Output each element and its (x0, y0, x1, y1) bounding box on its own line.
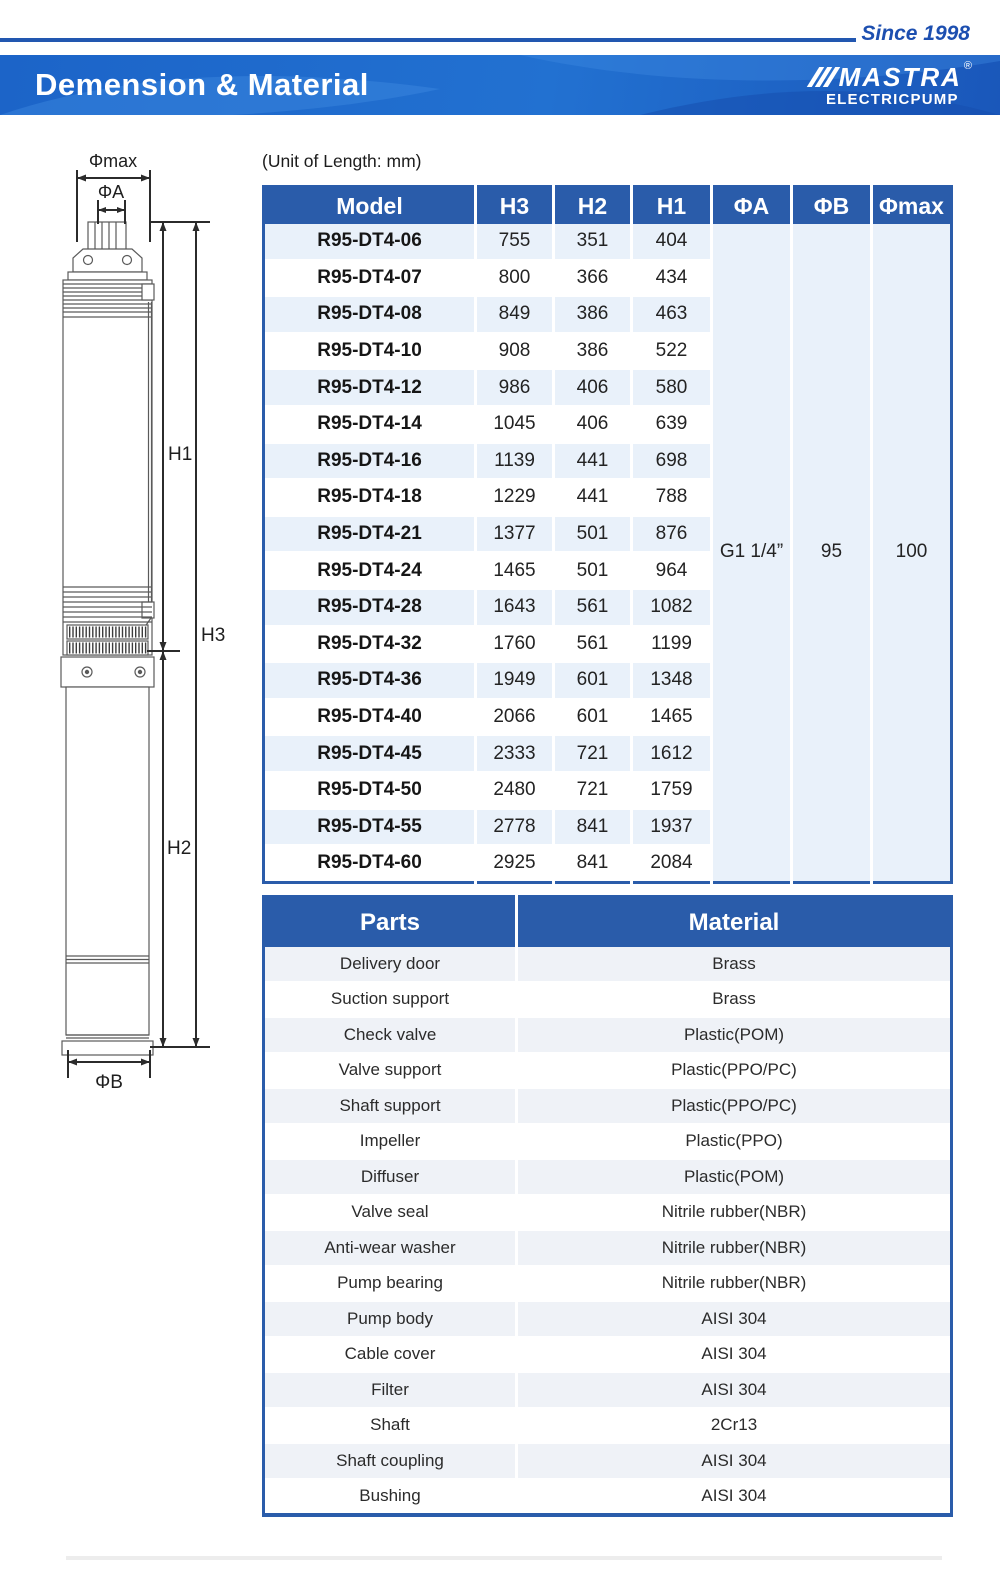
h2-cell: 366 (554, 260, 632, 297)
table-row (264, 1443, 952, 1479)
material-cell: Plastic(PPO) (517, 1124, 952, 1160)
model-cell: R95-DT4-21 (264, 516, 476, 553)
h1-cell: 463 (632, 296, 712, 333)
part-name-cell: Impeller (264, 1124, 517, 1160)
material-cell: AISI 304 (517, 1301, 952, 1337)
part-name-cell: Cable cover (264, 1337, 517, 1373)
column-header-phimax: Φmax (872, 187, 952, 225)
h3-cell: 1643 (476, 589, 554, 626)
h1-cell: 580 (632, 369, 712, 406)
h2-cell: 501 (554, 516, 632, 553)
dimension-table (262, 185, 953, 884)
dim-label-phimax: Φmax (88, 151, 138, 171)
phi-b-merged-cell: 95 (792, 224, 872, 882)
material-cell: Nitrile rubber(NBR) (517, 1195, 952, 1231)
part-name-cell: Shaft coupling (264, 1443, 517, 1479)
h1-cell: 404 (632, 224, 712, 260)
h2-cell: 561 (554, 626, 632, 663)
h3-cell: 1377 (476, 516, 554, 553)
since-label: Since 1998 (861, 22, 970, 45)
h1-cell: 1082 (632, 589, 712, 626)
part-name-cell: Delivery door (264, 947, 517, 982)
h1-cell: 522 (632, 333, 712, 370)
table-row (264, 1159, 952, 1195)
model-cell: R95-DT4-07 (264, 260, 476, 297)
material-cell: Brass (517, 947, 952, 982)
table-row (264, 1230, 952, 1266)
part-name-cell: Diffuser (264, 1159, 517, 1195)
registered-mark-icon: ® (963, 59, 972, 72)
model-cell: R95-DT4-60 (264, 845, 476, 882)
column-header-model: Model (264, 187, 476, 225)
h3-cell: 2925 (476, 845, 554, 882)
h2-cell: 441 (554, 443, 632, 480)
model-cell: R95-DT4-12 (264, 369, 476, 406)
part-name-cell: Pump bearing (264, 1266, 517, 1302)
parts-table (262, 895, 953, 1517)
material-cell: Brass (517, 982, 952, 1018)
material-cell: Plastic(PPO/PC) (517, 1053, 952, 1089)
column-header-parts: Parts (264, 897, 517, 948)
material-cell: AISI 304 (517, 1443, 952, 1479)
h1-cell: 1612 (632, 735, 712, 772)
dim-label-h2: H2 (167, 838, 192, 859)
h1-cell: 1199 (632, 626, 712, 663)
part-name-cell: Filter (264, 1372, 517, 1408)
h1-cell: 1465 (632, 699, 712, 736)
table-row (264, 224, 952, 260)
model-cell: R95-DT4-06 (264, 224, 476, 260)
column-header-h1: H1 (632, 187, 712, 225)
column-header-h2: H2 (554, 187, 632, 225)
pump-outline (61, 222, 154, 1055)
h3-cell: 2480 (476, 772, 554, 809)
h3-cell: 986 (476, 369, 554, 406)
brand-subtitle: ELECTRICPUMP (825, 90, 959, 108)
h1-cell: 788 (632, 479, 712, 516)
material-cell: AISI 304 (517, 1372, 952, 1408)
h3-cell: 1760 (476, 626, 554, 663)
dim-label-phib: ΦB (95, 1072, 123, 1093)
table-row (264, 1053, 952, 1089)
material-cell: Plastic(PPO/PC) (517, 1088, 952, 1124)
part-name-cell: Valve seal (264, 1195, 517, 1231)
h2-cell: 601 (554, 662, 632, 699)
model-cell: R95-DT4-50 (264, 772, 476, 809)
model-cell: R95-DT4-32 (264, 626, 476, 663)
h2-cell: 721 (554, 772, 632, 809)
unit-note: (Unit of Length: mm) (262, 151, 422, 171)
part-name-cell: Shaft support (264, 1088, 517, 1124)
footer-rule (66, 1556, 942, 1560)
h3-cell: 849 (476, 296, 554, 333)
model-cell: R95-DT4-16 (264, 443, 476, 480)
material-cell: Nitrile rubber(NBR) (517, 1266, 952, 1302)
page-title: Demension & Material (35, 67, 369, 102)
brand-slashes-icon (813, 67, 834, 87)
model-cell: R95-DT4-36 (264, 662, 476, 699)
h1-cell: 1759 (632, 772, 712, 809)
table-row (264, 1017, 952, 1053)
top-rule (0, 38, 856, 42)
h3-cell: 800 (476, 260, 554, 297)
column-header-h3: H3 (476, 187, 554, 225)
model-cell: R95-DT4-08 (264, 296, 476, 333)
model-cell: R95-DT4-45 (264, 735, 476, 772)
column-header-phia: ΦA (712, 187, 792, 225)
model-cell: R95-DT4-24 (264, 552, 476, 589)
table-row (264, 1195, 952, 1231)
table-row (264, 947, 952, 982)
material-cell: 2Cr13 (517, 1408, 952, 1444)
h3-cell: 755 (476, 224, 554, 260)
phi-a-merged-cell: G1 1/4” (712, 224, 792, 882)
model-cell: R95-DT4-55 (264, 809, 476, 846)
column-header-phib: ΦB (792, 187, 872, 225)
h2-cell: 841 (554, 809, 632, 846)
model-cell: R95-DT4-18 (264, 479, 476, 516)
pump-diagram (30, 150, 260, 1130)
h3-cell: 1229 (476, 479, 554, 516)
h2-cell: 561 (554, 589, 632, 626)
h2-cell: 501 (554, 552, 632, 589)
dim-label-h1: H1 (168, 444, 193, 465)
h2-cell: 721 (554, 735, 632, 772)
h1-cell: 639 (632, 406, 712, 443)
table-row (264, 1088, 952, 1124)
model-cell: R95-DT4-10 (264, 333, 476, 370)
table-row (264, 1479, 952, 1516)
part-name-cell: Shaft (264, 1408, 517, 1444)
model-cell: R95-DT4-14 (264, 406, 476, 443)
phi-max-merged-cell: 100 (872, 224, 952, 882)
part-name-cell: Check valve (264, 1017, 517, 1053)
h3-cell: 2778 (476, 809, 554, 846)
table-row (264, 1408, 952, 1444)
h1-cell: 434 (632, 260, 712, 297)
part-name-cell: Pump body (264, 1301, 517, 1337)
h1-cell: 964 (632, 552, 712, 589)
h1-cell: 2084 (632, 845, 712, 882)
part-name-cell: Anti-wear washer (264, 1230, 517, 1266)
h2-cell: 406 (554, 406, 632, 443)
header-row (264, 897, 952, 948)
table-row (264, 1301, 952, 1337)
h3-cell: 2333 (476, 735, 554, 772)
part-name-cell: Suction support (264, 982, 517, 1018)
part-name-cell: Valve support (264, 1053, 517, 1089)
material-cell: AISI 304 (517, 1479, 952, 1516)
h1-cell: 1937 (632, 809, 712, 846)
h2-cell: 406 (554, 369, 632, 406)
title-banner (0, 55, 1000, 115)
header-row (264, 187, 952, 225)
dim-label-phia: ΦA (97, 182, 125, 202)
h2-cell: 351 (554, 224, 632, 260)
brand-name: MASTRA (838, 61, 962, 92)
model-cell: R95-DT4-40 (264, 699, 476, 736)
material-cell: Nitrile rubber(NBR) (517, 1230, 952, 1266)
h2-cell: 601 (554, 699, 632, 736)
h3-cell: 1139 (476, 443, 554, 480)
h2-cell: 386 (554, 333, 632, 370)
h3-cell: 1465 (476, 552, 554, 589)
table-row (264, 982, 952, 1018)
material-cell: Plastic(POM) (517, 1017, 952, 1053)
material-cell: AISI 304 (517, 1337, 952, 1373)
h3-cell: 2066 (476, 699, 554, 736)
brand-logo (813, 59, 972, 108)
table-row (264, 1337, 952, 1373)
model-cell: R95-DT4-28 (264, 589, 476, 626)
h3-cell: 1949 (476, 662, 554, 699)
h1-cell: 698 (632, 443, 712, 480)
part-name-cell: Bushing (264, 1479, 517, 1516)
column-header-material: Material (517, 897, 952, 948)
table-row (264, 1266, 952, 1302)
dim-label-h3: H3 (201, 625, 226, 646)
h2-cell: 386 (554, 296, 632, 333)
h1-cell: 1348 (632, 662, 712, 699)
h2-cell: 841 (554, 845, 632, 882)
h1-cell: 876 (632, 516, 712, 553)
table-row (264, 1124, 952, 1160)
h3-cell: 908 (476, 333, 554, 370)
table-row (264, 1372, 952, 1408)
material-cell: Plastic(POM) (517, 1159, 952, 1195)
h2-cell: 441 (554, 479, 632, 516)
h3-cell: 1045 (476, 406, 554, 443)
